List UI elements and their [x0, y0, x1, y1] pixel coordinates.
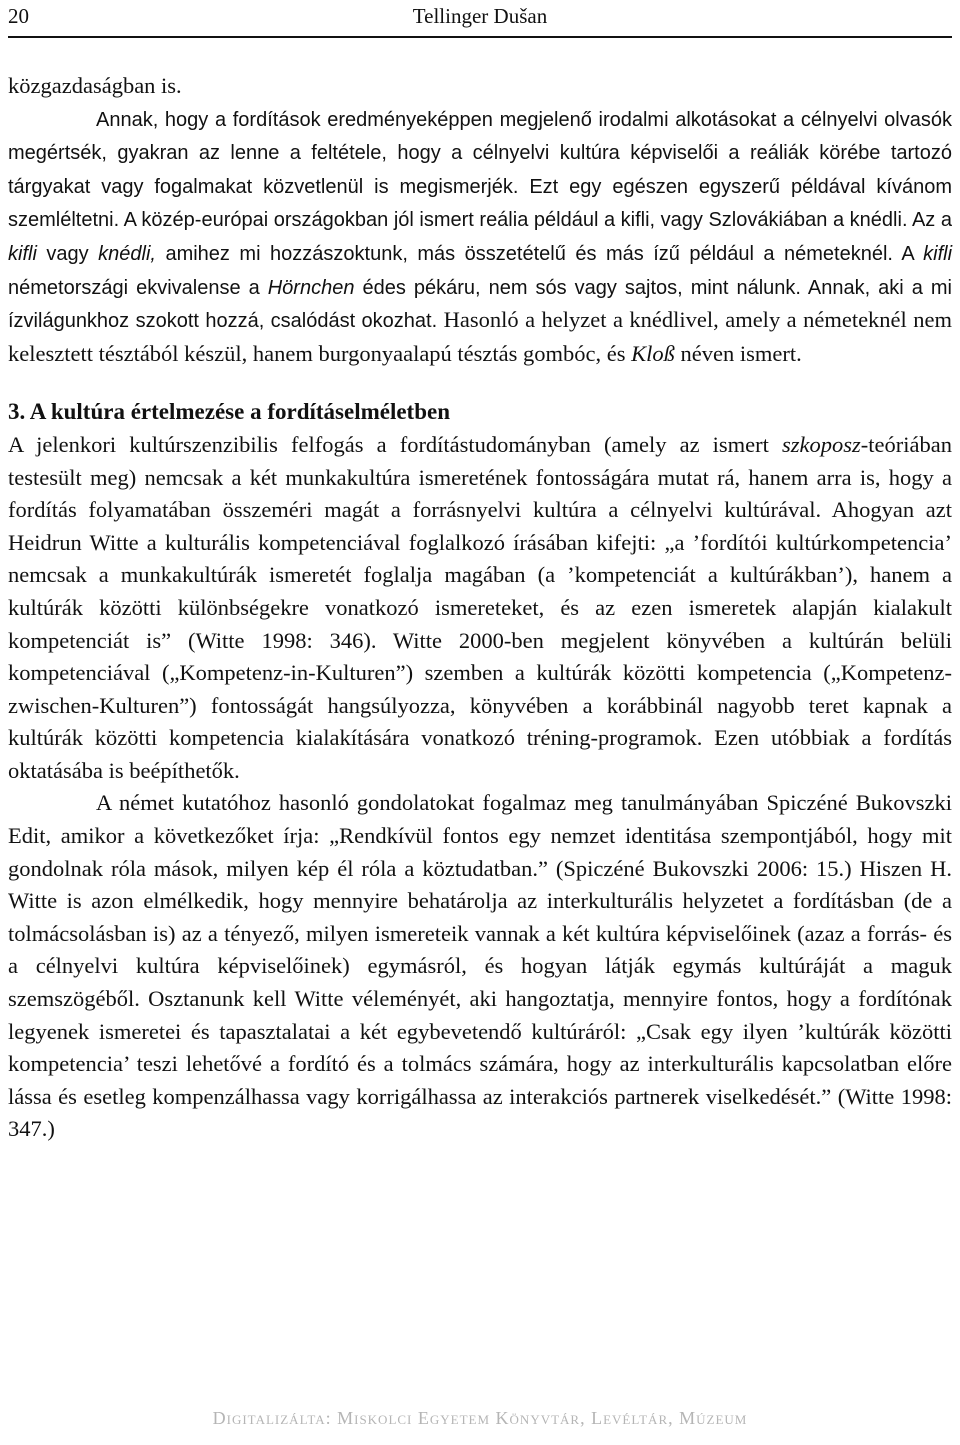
page-body	[8, 70, 952, 1146]
paragraph-text: németországi ekvivalense a	[8, 276, 268, 299]
paragraph-text: A	[892, 242, 924, 265]
paragraph-continuation: közgazdaságban is.	[8, 73, 182, 98]
term-kifli: kifli	[8, 242, 37, 265]
running-head: Tellinger Dušan	[412, 4, 548, 28]
paragraph-text: vagy	[36, 242, 99, 265]
term-knedli: knédli,	[98, 242, 156, 265]
paragraph-witte: A német kutatóhoz hasonló gondolatokat fogalmaz meg tanulmányában Spiczéné Bukovszki Edit, amikor a következőket írja: „Rendkívül fontos egy nemzet identitása szempontjából, hogy mit gondolnak róla mások, milyen kép él róla a köztudatban.” (Spiczéné Bukovszki 2006: 15.) Hiszen H. Witte is azon elmélkedik, hogy mennyire behatárolja az interkulturális helyzetet a fordításban (de a tolmácsolásban is) az a tényező, milyen ismereteik vannak a két kultúra képviselőinek (azaz a forrás- és a célnyelvi kultúra képviselőinek) egymásról, és hogyan látják egymás kultúráját a maguk szemszögéből. Osztanunk kell Witte véleményét, aki hangoztatja, mennyire fontos, hogy a fordítónak legyenek ismeretei és tapasztalatai a két egybevetendő kultúráról: „Csak egy ilyen ’kultúrák közötti kompetencia’ teszi lehetővé a fordító és a tolmács számára, hogy az interkulturális kapcsolatban előre lássa és esetleg kompenzálhassa vagy korrigálhassa az interakciós partnerek viselkedését.” (Witte 1998: 347.)	[8, 790, 952, 1142]
paragraph-text: -teóriában testesült meg) nemcsak a két munkakultúra ismeretének fontosságára mutat rá, hanem arra is, hogy a fordítás folyamatában összeméri magát a forrásnyelvi kultúra a célnyelvi kultúrával. Ahogyan azt Heidrun Witte a kulturális kompetenciával foglalkozó írásában kifejti: „a ’fordítói kultúrkompetencia’ nemcsak a munkakultúrák ismeretét foglalja magában (a ’kompetenciát a kultúrákban’), hanem a kultúrák közötti különbségekre vonatkozó ismereteket, és az ezen ismeretek alapján kialakult kompetenciát is” (Witte 1998: 346). Witte 2000-ben megjelent könyvében a kultúrán belüli kompetenciával („Kompetenz-in-Kulturen”) szemben a kultúrák közötti kompetencia („Kompetenz-zwischen-Kulturen”) fontosságát hangsúlyozza, könyvében a korábbinál nagyobb teret kapnak a kultúrák közötti kompetencia kialakítására vonatkozó tréning-programok. Ezen utóbbiak a fordítás oktatásába is beépíthetők.	[8, 431, 952, 783]
paragraph-text: néven ismert.	[674, 340, 802, 366]
term-skopos: szkoposz	[782, 431, 861, 457]
paragraph-text: Annak, hogy a fordítások eredményeképpen megjelenő irodalmi alkotásokat a célnyelvi olvasók megértsék, gyakran az lenne a feltétele, hogy a célnyelvi kultúra képviselői a reáliák körébe tartozó tárgyakat vagy fogalmakat közvetlenül is megismerjék. Ezt egy egészen egyszerű példával kívánom szemléltetni. A közép-európai országokban jól ismert reália például a kifli, vagy Szlovákiában a knédli. Az a	[8, 108, 952, 232]
paragraph-text: A jelenkori kultúrszenzibilis felfogás a fordítástudományban (amely az ismert	[8, 431, 783, 457]
paragraph-text: édes pékáru, nem sós vagy sajtos, mint nálunk. Annak, aki a mi ízvilágunkhoz szokott hozzá, csalódást okozhat.	[8, 276, 952, 333]
section-heading: 3. A kultúra értelmezése a fordításelméletben	[8, 399, 450, 425]
term-kifli: kifli	[923, 242, 953, 265]
paragraph-text: amihez mi hozzászoktunk, más összetételű és más ízű például a németeknél.	[155, 242, 893, 265]
page-number: 20	[8, 4, 29, 28]
paragraph-text: Hasonló a helyzet a knédlivel, amely a németeknél nem kelesztett tésztából készül, hanem burgonyaalapú tésztás gombóc, és	[8, 307, 953, 366]
term-kloss: Kloß	[631, 340, 675, 366]
term-hornchen: Hörnchen	[267, 276, 355, 299]
paragraph-realia	[8, 103, 952, 371]
paragraph-skopos	[8, 429, 952, 788]
page-header	[8, 0, 952, 38]
digitization-watermark: Digitalizálta: Miskolci Egyetem Könyvtár, Levéltár, Múzeum	[212, 1408, 748, 1428]
